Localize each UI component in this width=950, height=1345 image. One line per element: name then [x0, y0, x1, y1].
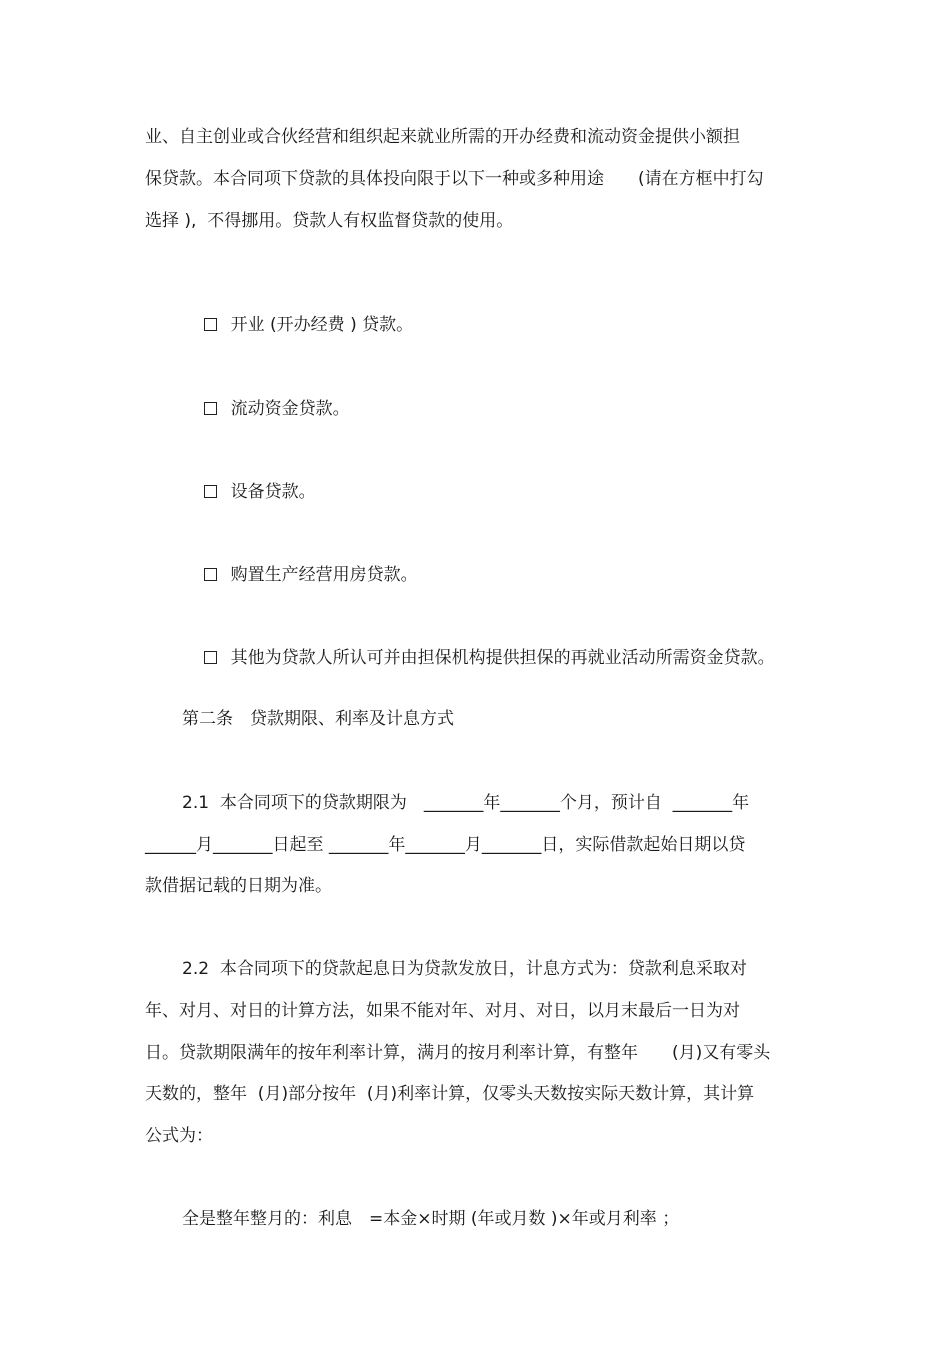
- clause-2-2-line-5: 公式为：: [145, 1126, 213, 1146]
- clause-2-2-line-1: 2.2 本合同项下的贷款起息日为贷款发放日，计息方式为：贷款利息采取对: [182, 959, 747, 979]
- interest-formula: 全是整年整月的：利息 =本金×时期 (年或月数 )×年或月利率 ；: [182, 1209, 680, 1229]
- option-opening-loan: [182, 292, 413, 358]
- clause-2-2-line-3: 日。贷款期限满年的按年利率计算，满月的按月利率计算，有整年 (月)又有零头: [145, 1043, 771, 1063]
- option-equipment-loan: [182, 459, 316, 525]
- clause-2-1-line-3: 款借据记载的日期为准。: [145, 876, 332, 896]
- clause-2-2-line-4: 天数的，整年 (月)部分按年 (月)利率计算，仅零头天数按实际天数计算，其计算: [145, 1084, 755, 1104]
- option-label: 设备贷款。: [230, 482, 316, 502]
- option-working-capital-loan: [182, 376, 350, 442]
- checkbox-equipment-loan[interactable]: [204, 485, 217, 498]
- option-label: 其他为贷款人所认可并由担保机构提供担保的再就业活动所需资金贷款。: [230, 648, 775, 668]
- clause-2-1-line-1: 2.1 本合同项下的贷款期限为 _______年_______个月，预计自 _______年: [182, 793, 750, 813]
- intro-line-1: 业、自主创业或合伙经营和组织起来就业所需的开办经费和流动资金提供小额担: [145, 127, 740, 147]
- option-label: 购置生产经营用房贷款。: [230, 565, 418, 585]
- intro-line-2: 保贷款。本合同项下贷款的具体投向限于以下一种或多种用途 (请在方框中打勾: [145, 169, 764, 189]
- clause-2-2-line-2: 年、对月、对日的计算方法，如果不能对年、对月、对日，以月末最后一日为对: [145, 1001, 740, 1021]
- checkbox-premises-loan[interactable]: [204, 568, 217, 581]
- checkbox-opening-loan[interactable]: [204, 318, 217, 331]
- clause-2-1-line-2: ______月_______日起至 _______年_______月_______日，实际借款起始日期以贷: [145, 835, 746, 855]
- option-premises-loan: [182, 542, 418, 608]
- checkbox-other-loan[interactable]: [204, 651, 217, 664]
- option-other-loan: [182, 625, 775, 691]
- intro-line-3: 选择 ), 不得挪用。贷款人有权监督贷款的使用。: [145, 211, 514, 231]
- article-2-title: 第二条 贷款期限、利率及计息方式: [182, 709, 454, 729]
- option-label: 开业 (开办经费 ) 贷款。: [230, 315, 414, 335]
- checkbox-working-capital-loan[interactable]: [204, 402, 217, 415]
- option-label: 流动资金贷款。: [230, 399, 350, 419]
